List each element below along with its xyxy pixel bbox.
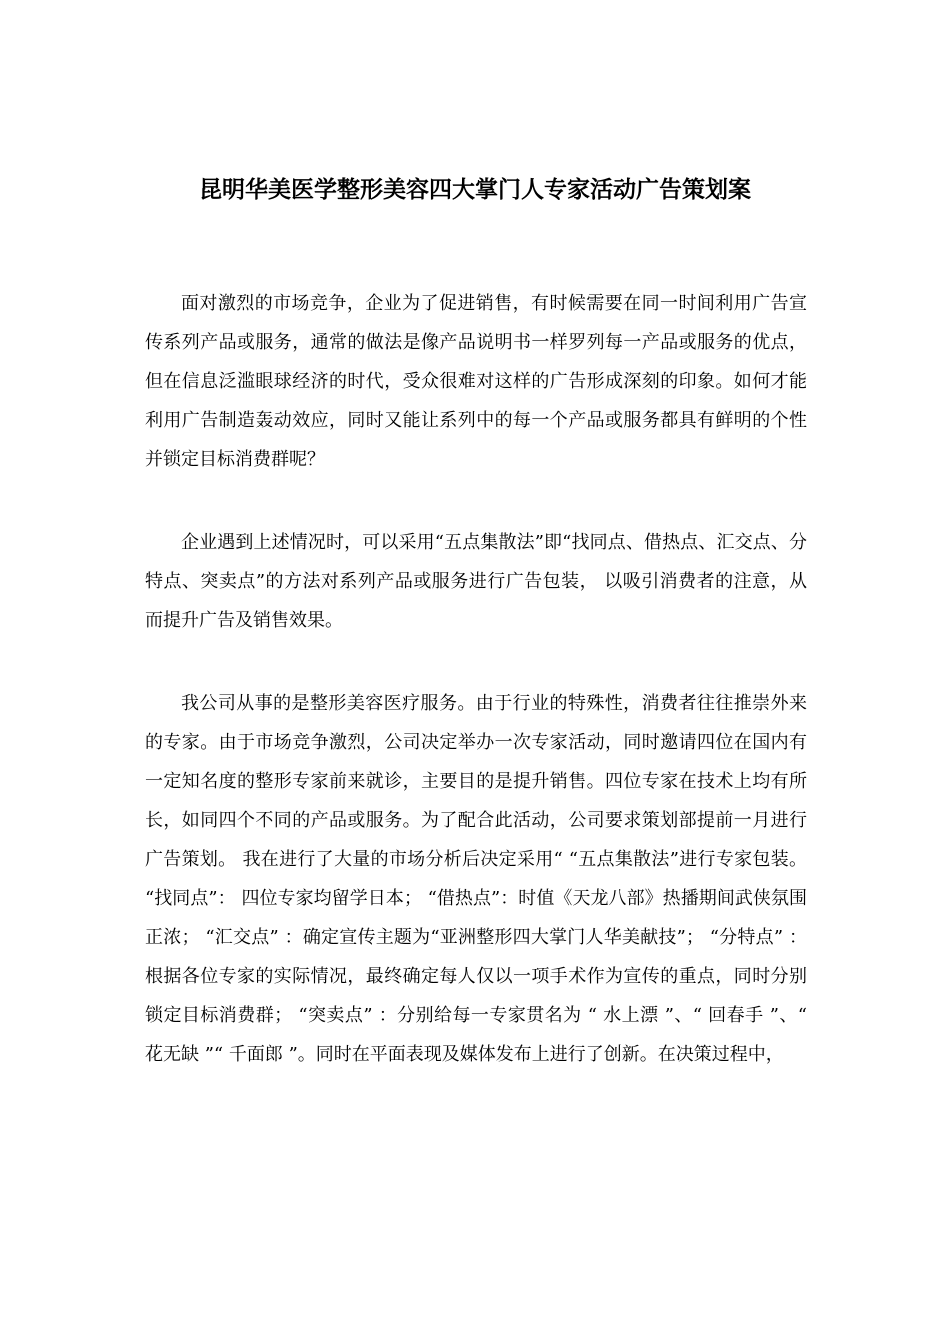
document-body: [145, 284, 807, 1118]
paragraph-five-point-method: 企业遇到上述情况时，可以采用“五点集散法”即“找同点、借热点、汇交点、分特点、突卖点”的方法对系列产品或服务进行广告包装， 以吸引消费者的注意，从而提升广告及销售效果。: [145, 532, 807, 631]
paragraph-company-case: 我公司从事的是整形美容医疗服务。由于行业的特殊性，消费者往往推崇外来的专家。由于市场竞争激烈，公司决定举办一次专家活动，同时邀请四位在国内有一定知名度的整形专家前来就诊，主要目的是提升销售。四位专家在技术上均有所长，如同四个不同的产品或服务。为了配合此活动，公司要求策划部提前一月进行广告策划。 我在进行了大量的市场分析后决定采用“ “五点集散法”进行专家包装。 “找同点”： 四位专家均留学日本； “借热点”：时值《天龙八部》热播期间武侠氛围正浓； “汇交点” ：确定宣传主题为“亚洲整形四大掌门人华美献技”； “分特点” ：根据各位专家的实际情况，最终确定每人仅以一项手术作为宣传的重点，同时分别锁定目标消费群； “突卖点” ：分别给每一专家贯名为 “ 水上漂 ”、“ 回春手 ”、“ 花无缺 ”“ 千面郎 ”。同时在平面表现及媒体发布上进行了创新。在决策过程中，: [145, 693, 807, 1065]
paragraph-market-competition: 面对激烈的市场竞争，企业为了促进销售，有时候需要在同一时间利用广告宣传系列产品或服务，通常的做法是像产品说明书一样罗列每一产品或服务的优点，但在信息泛滥眼球经济的时代，受众很难对这样的广告形成深刻的印象。如何才能利用广告制造轰动效应，同时又能让系列中的每一个产品或服务都具有鲜明的个性并锁定目标消费群呢？: [145, 293, 807, 470]
document-title: 昆明华美医学整形美容四大掌门人专家活动广告策划案: [199, 176, 751, 203]
